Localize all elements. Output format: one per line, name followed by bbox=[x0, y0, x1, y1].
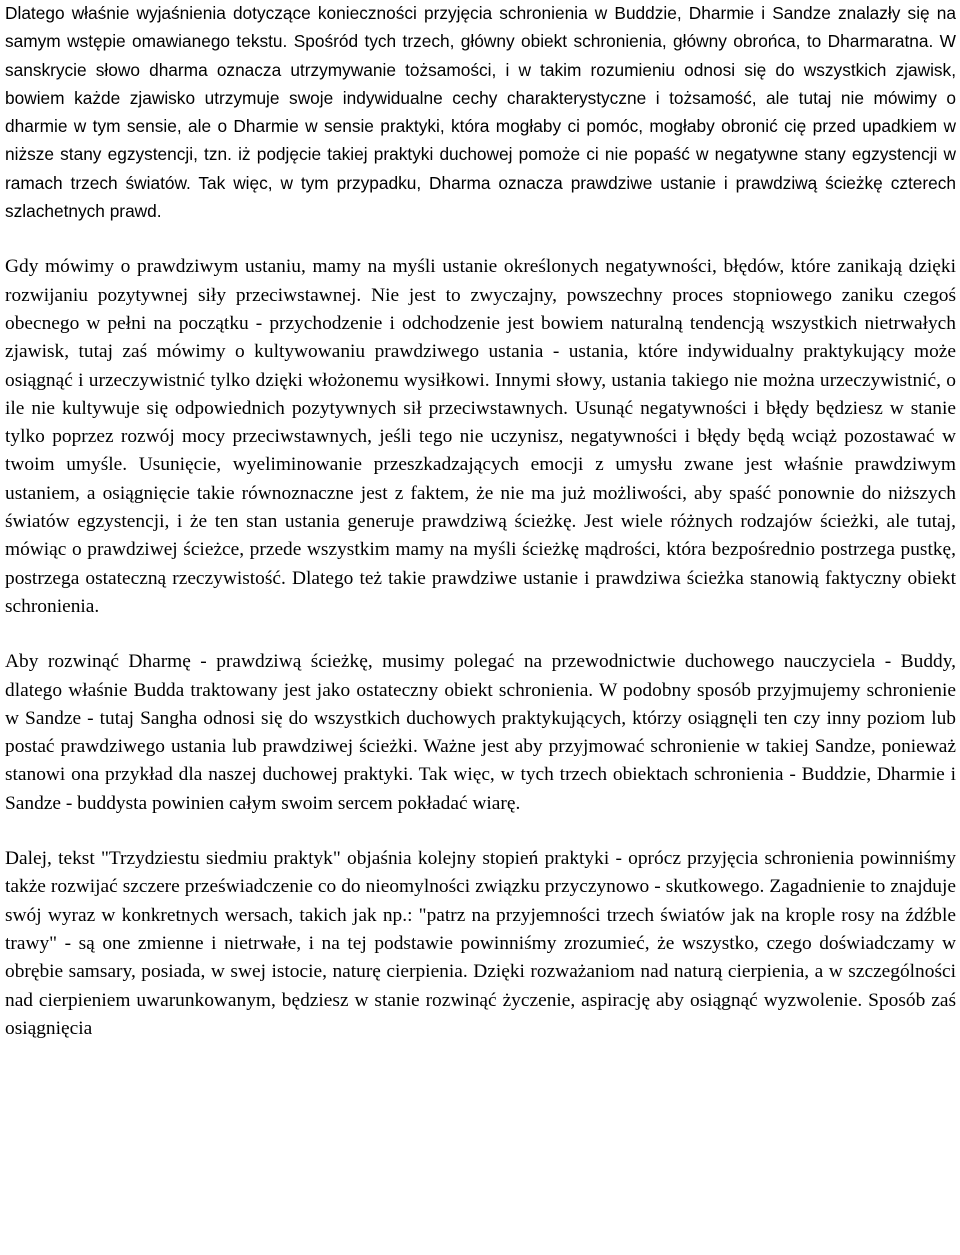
paragraph-cause-effect: Dalej, tekst "Trzydziestu siedmiu praktyk" objaśnia kolejny stopień praktyki - oprócz przyjęcia schronienia powinniśmy także rozwijać szczere przeświadczenie co do nieomylności związku przyczynowo - skutkowego. Zagadnienie to znajduje swój wyraz w konkretnych wersach, takich jak np.: "patrz na przyjemności trzech światów jak na krople rosy na źdźble trawy" - są one zmienne i nietrwałe, i na tej podstawie powinniśmy zrozumieć, że wszystko, czego doświadczamy w obrębie samsary, posiada, w swej istocie, naturę cierpienia. Dzięki rozważaniom nad naturą cierpienia, a w szczególności nad cierpieniem uwarunkowanym, będziesz w stanie rozwinąć życzenie, aspirację aby osiągnąć wyzwolenie. Sposób zaś osiągnięcia bbox=[5, 848, 956, 1039]
paragraph-dharma-path: Aby rozwinąć Dharmę - prawdziwą ścieżkę, musimy polegać na przewodnictwie duchowego nauczyciela - Buddy, dlatego właśnie Budda traktowany jest jako ostateczny obiekt schronienia. W podobny sposób przyjmujemy schronienie w Sandze - tutaj Sangha odnosi się do wszystkich duchowych praktykujących, którzy osiągnęli ten czy inny poziom lub postać prawdziwego ustania lub prawdziwej ścieżki. Ważne jest aby przyjmować schronienie w takiej Sandze, ponieważ stanowi ona przykład dla naszej duchowej praktyki. Tak więc, w tych trzech obiektach schronienia - Buddzie, Dharmie i Sandze - buddysta powinien całym swoim sercem pokładać wiarę. bbox=[5, 651, 956, 814]
paragraph-true-cessation: Gdy mówimy o prawdziwym ustaniu, mamy na myśli ustanie określonych negatywności, błędów, które zanikają dzięki rozwijaniu pozytywnej siły przeciwstawnej. Nie jest to zwyczajny, powszechny proces stopniowego zaniku czegoś obecnego w pełni na początku - przychodzenie i odchodzenie jest bowiem naturalną tendencją wszystkich nietrwałych zjawisk, tutaj zaś mówimy o kultywowaniu prawdziwego ustania - ustania, które indywidualny praktykujący może osiągnąć i urzeczywistnić tylko dzięki włożonemu wysiłkowi. Innymi słowy, ustania takiego nie można urzeczywistnić, o ile nie kultywuje się odpowiednich pozytywnych sił przeciwstawnych. Usunąć negatywności i błędy będziesz w stanie tylko poprzez rozwój mocy przeciwstawnych, jeśli tego nie uczynisz, negatywności i błędy będą wciąż pozostawać w twoim umyśle. Usunięcie, wyeliminowanie przeszkadzających emocji z umysłu zwane jest właśnie prawdziwym ustaniem, a osiągnięcie takie równoznaczne jest z faktem, że nie ma już możliwości, aby spaść ponownie do niższych światów egzystencji, i że ten stan ustania generuje prawdziwą ścieżkę. Jest wiele różnych rodzajów ścieżki, ale tutaj, mówiąc o prawdziwej ścieżce, przede wszystkim mamy na myśli ścieżkę mądrości, która bezpośrednio postrzega pustkę, postrzega ostateczną rzeczywistość. Dlatego też takie prawdziwe ustanie i prawdziwa ścieżka stanowią faktyczny obiekt schronienia. bbox=[5, 256, 956, 617]
paragraph-refuge-explanation: Dlatego właśnie wyjaśnienia dotyczące konieczności przyjęcia schronienia w Buddzie, Dharmie i Sandze znalazły się na samym wstępie omawianego tekstu. Spośród tych trzech, główny obiekt schronienia, główny obrońca, to Dharmaratna. W sanskrycie słowo dharma oznacza utrzymywanie tożsamości, i w takim rozumieniu odnosi się do wszystkich zjawisk, bowiem każde zjawisko utrzymuje swoje indywidualne cechy charakterystyczne i tożsamość, ale tutaj nie mówimy o dharmie w tym sensie, ale o Dharmie w sensie praktyki, która mogłaby ci pomóc, mogłaby obronić cię przed upadkiem w niższe stany egzystencji, tzn. iż podjęcie takiej praktyki duchowej pomoże ci nie popaść w negatywne stany egzystencji w ramach trzech światów. Tak więc, w tym przypadku, Dharma oznacza prawdziwe ustanie i prawdziwą ścieżkę czterech szlachetnych prawd. bbox=[5, 3, 956, 222]
